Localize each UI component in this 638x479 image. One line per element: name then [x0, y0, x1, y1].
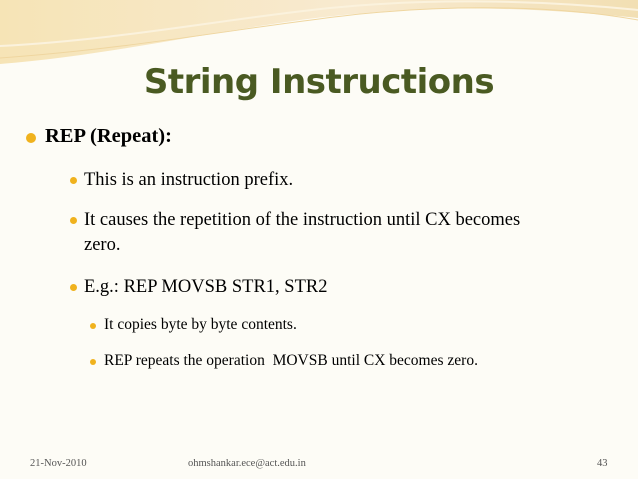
- bullet-repetition: [70, 208, 550, 258]
- bullet-dot-icon: [90, 323, 96, 329]
- footer-page-number: 43: [597, 458, 608, 469]
- bullet-text: It causes the repetition of the instruction until CX becomes zero.: [84, 210, 521, 255]
- bullet-text: It copies byte by byte contents.: [104, 316, 297, 333]
- bullet-rep-heading: [26, 125, 172, 148]
- sub-bullet-copies: [90, 316, 590, 334]
- bullet-text: This is an instruction prefix.: [84, 170, 294, 190]
- footer-email: ohmshankar.ece@act.edu.in: [188, 458, 306, 469]
- bullet-dot-icon: [90, 359, 96, 365]
- bullet-instruction-prefix: [70, 168, 590, 193]
- bullet-text: E.g.: REP MOVSB STR1, STR2: [84, 277, 328, 297]
- bullet-dot-icon: [26, 133, 36, 143]
- slide-title: String Instructions: [143, 62, 495, 102]
- bullet-text: REP repeats the operation MOVSB until CX becomes zero.: [104, 352, 478, 369]
- footer-date: 21-Nov-2010: [30, 458, 87, 469]
- bullet-dot-icon: [70, 284, 77, 291]
- bullet-dot-icon: [70, 177, 77, 184]
- sub-bullet-repeats: [90, 352, 610, 370]
- bullet-text: REP (Repeat):: [45, 125, 172, 147]
- bullet-example: [70, 275, 590, 300]
- bullet-dot-icon: [70, 217, 77, 224]
